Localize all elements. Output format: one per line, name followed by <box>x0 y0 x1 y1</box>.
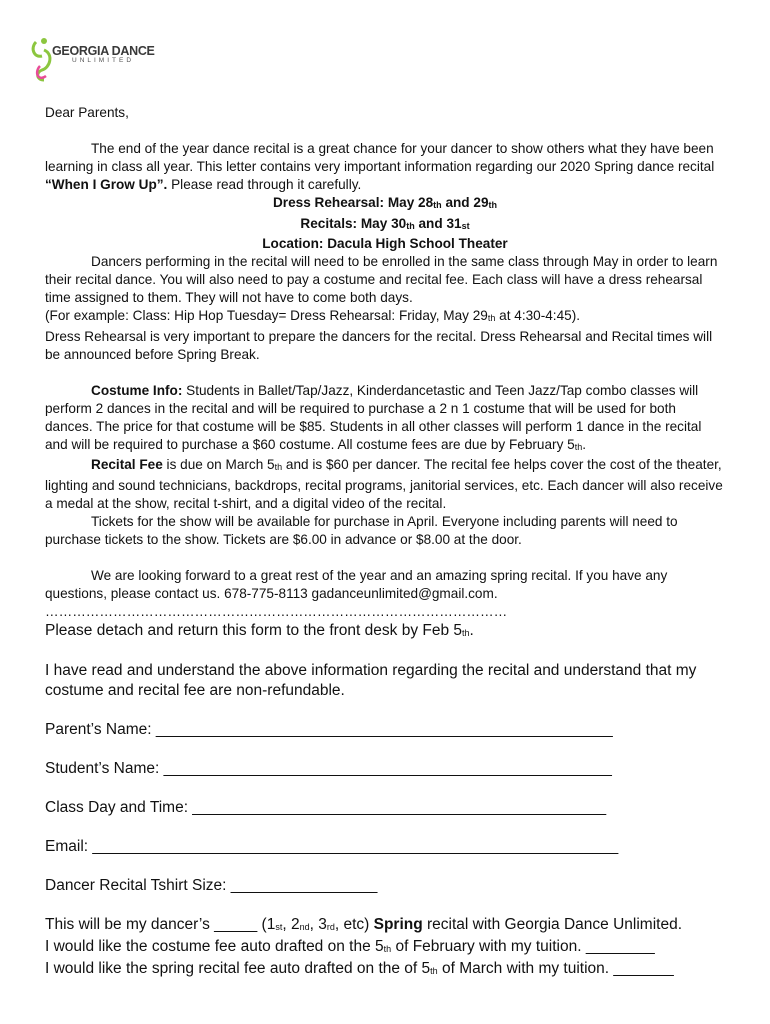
email-field[interactable]: Email: _____________________________________________________________ <box>45 837 619 855</box>
detach-instruction: Please detach and return this form to the front desk by Feb 5th. <box>45 621 474 639</box>
costume-paragraph: Costume Info: Students in Ballet/Tap/Jazz, Kinderdancetastic and Teen Jazz/Tap combo classes will perform 2 dances in the recital and will be required to purchase a 2 n 1 costume that will be used for both dances. The price for that costume will be $85. Students in all other classes will perform 1 dance in the recital and will be required to purchase a $60 costume. All costume fees are due by February 5th. <box>45 382 702 452</box>
logo-name: GEORGIA DANCE <box>52 44 155 58</box>
parent-name-field[interactable]: Parent’s Name: _____________________________________________________ <box>45 720 613 738</box>
location: Location: Dacula High School Theater <box>262 236 508 252</box>
tshirt-size-field[interactable]: Dancer Recital Tshirt Size: _________________ <box>45 876 378 894</box>
logo-subtitle: UNLIMITED <box>72 57 135 64</box>
greeting: Dear Parents, <box>45 105 129 120</box>
cut-line: ………………………………………………………………………………………… <box>45 603 508 619</box>
fee-paragraph: Recital Fee is due on March 5th and is $60 per dancer. The recital fee helps cover the cost of the theater, lighting and sound technicians, backdrops, recital programs, janitorial services, etc. Each dancer will also receive a medal at the show, recital t-shirt, and a digital video of the recital. <box>45 457 723 512</box>
agreement-text: I have read and understand the above information regarding the recital and understand that my costume and recital fee are non-refundable. <box>45 661 697 699</box>
closing-paragraph: We are looking forward to a great rest of the year and an amazing spring recital. If you have any questions, please contact us. 678-775-8113 gadanceunlimited@gmail.com. <box>45 567 668 601</box>
letter-body <box>45 104 725 981</box>
dress-rehearsal-date: Dress Rehearsal: May 28th and 29th <box>272 194 498 210</box>
costume-auto-draft-line[interactable]: I would like the costume fee auto drafted on the 5th of February with my tuition. ________ <box>45 937 655 955</box>
example-line: (For example: Class: Hip Hop Tuesday= Dress Rehearsal: Friday, May 29th at 4:30-4:45). <box>45 308 581 324</box>
tickets-paragraph: Tickets for the show will be available for purchase in April. Everyone including parents will need to purchase tickets to the show. Tickets are $6.00 in advance or $8.00 at the door. <box>45 514 678 548</box>
return-form <box>45 621 725 981</box>
class-day-time-field[interactable]: Class Day and Time: ________________________________________________ <box>45 798 607 816</box>
fee-auto-draft-line[interactable]: I would like the spring recital fee auto drafted on the of 5th of March with my tuition. _______ <box>45 959 674 977</box>
student-name-field[interactable]: Student’s Name: ____________________________________________________ <box>45 759 612 777</box>
enroll-paragraph: Dancers performing in the recital will need to be enrolled in the same class through May in order to learn their recital dance. You will also need to pay a costume and recital fee. Each class will have a dress rehearsal time assigned to them. They will not have to come both days. <box>45 254 718 306</box>
recital-number-line[interactable]: This will be my dancer’s _____ (1st, 2nd, 3rd, etc) Spring recital with Georgia Dance Unlimited. <box>45 915 683 933</box>
dress-important: Dress Rehearsal is very important to prepare the dancers for the recital. Dress Rehearsal and Recital times will be announced before Spring Break. <box>45 328 713 362</box>
recitals-date: Recitals: May 30th and 31st <box>300 215 470 231</box>
intro-paragraph: The end of the year dance recital is a great chance for your dancer to show others what they have been learning in class all year. This letter contains very important information regarding our 2020 Spring dance recital “When I Grow Up”. Please read through it carefully. <box>45 140 715 192</box>
